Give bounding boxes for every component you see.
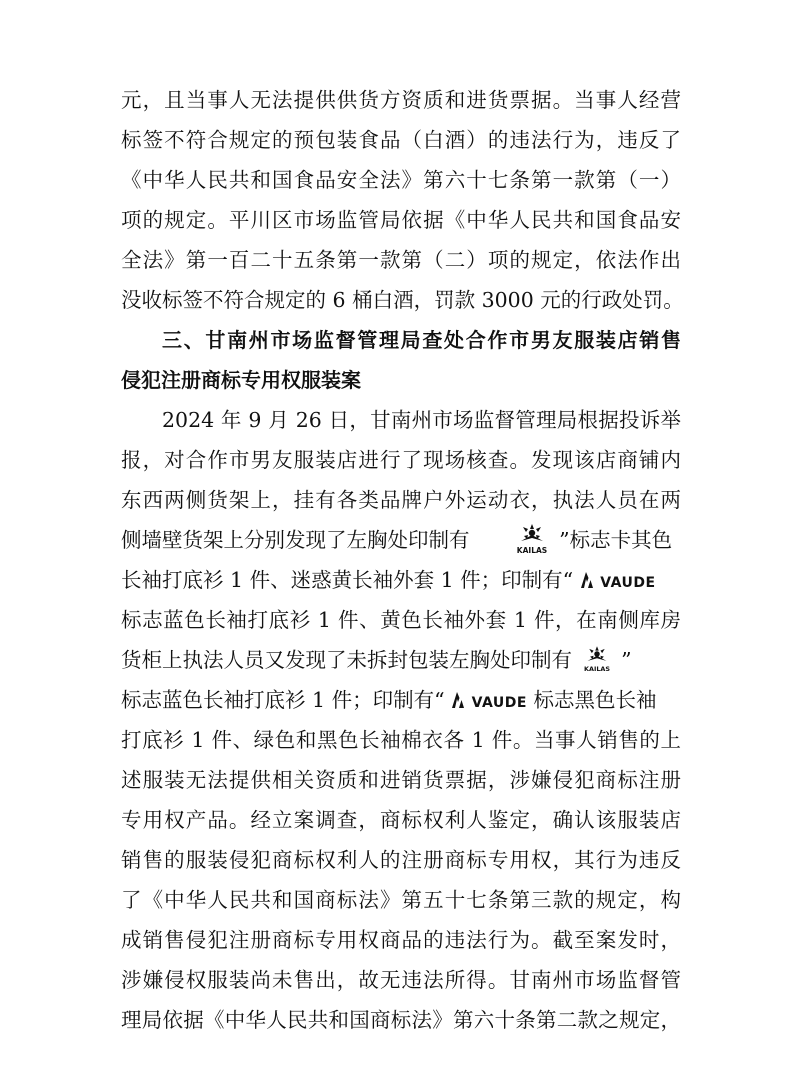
paragraph-line: 元，且当事人无法提供供货方资质和进货票据。当事人经营 xyxy=(121,88,681,112)
section-heading: 三、甘南州市场监督管理局查处合作市男友服装店销售 xyxy=(162,328,681,352)
paragraph-line: 打底衫 1 件、绿色和黑色长袖棉衣各 1 件。当事人销售的上 xyxy=(121,728,681,752)
kailas-logo-icon xyxy=(579,645,615,675)
paragraph-line xyxy=(121,520,681,560)
paragraph-line: 理局依据《中华人民共和国商标法》第六十条第二款之规定， xyxy=(121,1008,681,1032)
paragraph-line: 报，对合作市男友服装店进行了现场核查。发现该店商铺内 xyxy=(121,448,681,472)
paragraph-line: 全法》第一百二十五条第一款第（二）项的规定，依法作出 xyxy=(121,248,681,272)
paragraph-line: 没收标签不符合规定的 6 桶白酒，罚款 3000 元的行政处罚。 xyxy=(121,288,684,312)
paragraph-line: 标志蓝色长袖打底衫 1 件、黄色长袖外套 1 件，在南侧库房 xyxy=(121,608,681,632)
vaude-mark-icon xyxy=(580,568,594,590)
paragraph-line: 涉嫌侵权服装尚未售出，故无违法所得。甘南州市场监督管 xyxy=(121,968,681,992)
text-segment: 货柜上执法人员又发现了未拆封包装左胸处印制有 xyxy=(121,648,572,672)
section-heading: 侵犯注册商标专用权服装案 xyxy=(121,368,361,392)
text-segment: 标志蓝色长袖打底衫 1 件；印制有“ xyxy=(121,688,445,712)
paragraph-line: 销售的服装侵犯商标权利人的注册商标专用权，其行为违反 xyxy=(121,848,681,872)
paragraph-line: 专用权产品。经立案调查，商标权利人鉴定，确认该服装店 xyxy=(121,808,681,832)
paragraph-line: 《中华人民共和国食品安全法》第六十七条第一款第（一） xyxy=(121,168,681,192)
vaude-mark-icon xyxy=(451,688,465,710)
paragraph-line xyxy=(121,560,681,600)
paragraph-line: 标签不符合规定的预包装食品（白酒）的违法行为，违反了 xyxy=(121,128,681,152)
kailas-logo-text: KAILAS xyxy=(516,545,547,555)
paragraph-line xyxy=(121,640,681,680)
text-segment: 侧墙壁货架上分别发现了左胸处印制有 xyxy=(121,528,470,552)
text-segment: 标志黑色长袖 xyxy=(533,688,657,712)
paragraph-line: 了《中华人民共和国商标法》第五十七条第三款的规定，构 xyxy=(121,888,681,912)
paragraph-line: 2024 年 9 月 26 日，甘南州市场监督管理局根据投诉举 xyxy=(162,408,681,432)
text-segment: 长袖打底衫 1 件、迷惑黄长袖外套 1 件；印制有“ xyxy=(121,568,574,592)
kailas-logo-icon xyxy=(511,523,553,557)
paragraph-line: 成销售侵犯注册商标专用权商品的违法行为。截至案发时， xyxy=(121,928,681,952)
vaude-logo-text: VAUDE xyxy=(600,575,656,591)
paragraph-line xyxy=(121,680,681,720)
paragraph-line: 东西两侧货架上，挂有各类品牌户外运动衣，执法人员在两 xyxy=(121,488,681,512)
kailas-logo-text: KAILAS xyxy=(583,664,610,673)
text-segment: ”标志卡其色 xyxy=(559,528,673,552)
text-segment: ” xyxy=(621,648,632,672)
paragraph-line: 述服装无法提供相关资质和进销货票据，涉嫌侵犯商标注册 xyxy=(121,768,681,792)
vaude-logo-text: VAUDE xyxy=(471,695,527,711)
paragraph-line: 项的规定。平川区市场监管局依据《中华人民共和国食品安 xyxy=(121,208,681,232)
